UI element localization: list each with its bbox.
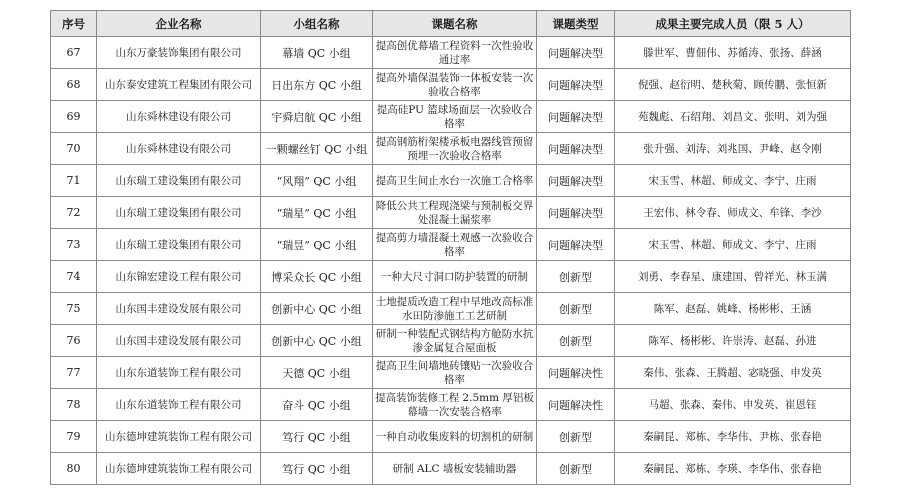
table-row	[51, 293, 851, 325]
header-members: 成果主要完成人员（限 5 人）	[615, 11, 851, 37]
company-name: 山东万豪装饰集团有限公司	[97, 37, 261, 69]
company-name: 山东泰安建筑工程集团有限公司	[97, 69, 261, 101]
company-name: 山东舜林建设有限公司	[97, 133, 261, 165]
members: 陈军、赵磊、姚峰、杨彬彬、王涵	[615, 293, 851, 325]
topic-name: 降低公共工程现浇梁与预制板交界处混凝土漏浆率	[373, 197, 537, 229]
results-table-container	[50, 10, 851, 485]
members: 秦嗣昆、郑栋、李瑛、李华伟、张春艳	[615, 453, 851, 485]
topic-name: 提高装饰装修工程 2.5mm 厚铝板幕墙一次安装合格率	[373, 389, 537, 421]
topic-type: 问题解决性	[537, 357, 615, 389]
topic-type: 问题解决型	[537, 165, 615, 197]
serial-number: 78	[51, 389, 97, 421]
table-row	[51, 261, 851, 293]
group-name: “瑞星” QC 小组	[261, 197, 373, 229]
header-company-name: 企业名称	[97, 11, 261, 37]
topic-name: 提高创优幕墙工程资料一次性验收通过率	[373, 37, 537, 69]
group-name: 宇舜启航 QC 小组	[261, 101, 373, 133]
serial-number: 77	[51, 357, 97, 389]
serial-number: 74	[51, 261, 97, 293]
group-name: 日出东方 QC 小组	[261, 69, 373, 101]
topic-name: 提高卫生间止水台一次施工合格率	[373, 165, 537, 197]
topic-type: 问题解决型	[537, 197, 615, 229]
serial-number: 70	[51, 133, 97, 165]
serial-number: 76	[51, 325, 97, 357]
members: 陈军、杨彬彬、许崇涛、赵磊、孙进	[615, 325, 851, 357]
company-name: 山东德坤建筑装饰工程有限公司	[97, 421, 261, 453]
topic-type: 创新型	[537, 293, 615, 325]
serial-number: 80	[51, 453, 97, 485]
table-row	[51, 165, 851, 197]
group-name: 笃行 QC 小组	[261, 421, 373, 453]
group-name: 笃行 QC 小组	[261, 453, 373, 485]
company-name: 山东锦宏建设工程有限公司	[97, 261, 261, 293]
topic-name: 提高外墙保温装饰一体板安装一次验收合格率	[373, 69, 537, 101]
group-name: “瑞昱” QC 小组	[261, 229, 373, 261]
company-name: 山东德坤建筑装饰工程有限公司	[97, 453, 261, 485]
group-name: 天德 QC 小组	[261, 357, 373, 389]
header-topic-type: 课题类型	[537, 11, 615, 37]
topic-type: 问题解决型	[537, 37, 615, 69]
topic-type: 问题解决型	[537, 229, 615, 261]
members: 滕世军、曹佃伟、苏循涛、张扬、薛涵	[615, 37, 851, 69]
table-row	[51, 197, 851, 229]
serial-number: 67	[51, 37, 97, 69]
serial-number: 73	[51, 229, 97, 261]
topic-type: 问题解决型	[537, 69, 615, 101]
topic-type: 问题解决型	[537, 133, 615, 165]
serial-number: 72	[51, 197, 97, 229]
members: 马超、张森、秦伟、申发英、崔恩钰	[615, 389, 851, 421]
group-name: 博采众长 QC 小组	[261, 261, 373, 293]
topic-type: 创新型	[537, 261, 615, 293]
members: 刘勇、李春星、康建国、曾祥光、林玉满	[615, 261, 851, 293]
topic-name: 研制一种装配式钢结构方舱防水抗渗金属复合屋面板	[373, 325, 537, 357]
company-name: 山东瑞工建设集团有限公司	[97, 229, 261, 261]
serial-number: 75	[51, 293, 97, 325]
members: 苑魏彪、石绍翔、刘昌文、张明、刘为强	[615, 101, 851, 133]
topic-name: 土地提质改造工程中旱地改高标准水田防渗施工工艺研制	[373, 293, 537, 325]
group-name: “风翔” QC 小组	[261, 165, 373, 197]
serial-number: 71	[51, 165, 97, 197]
serial-number: 69	[51, 101, 97, 133]
topic-type: 创新型	[537, 325, 615, 357]
table-row	[51, 69, 851, 101]
group-name: 创新中心 QC 小组	[261, 325, 373, 357]
qc-results-table	[50, 10, 851, 485]
topic-name: 一种大尺寸洞口防护装置的研制	[373, 261, 537, 293]
table-row	[51, 37, 851, 69]
table-header-row	[51, 11, 851, 37]
group-name: 创新中心 QC 小组	[261, 293, 373, 325]
topic-name: 提高剪力墙混凝土观感一次验收合格率	[373, 229, 537, 261]
topic-type: 问题解决型	[537, 101, 615, 133]
table-row	[51, 133, 851, 165]
company-name: 山东东道装饰工程有限公司	[97, 389, 261, 421]
serial-number: 79	[51, 421, 97, 453]
company-name: 山东国丰建设发展有限公司	[97, 293, 261, 325]
table-row	[51, 101, 851, 133]
serial-number: 68	[51, 69, 97, 101]
topic-type: 创新型	[537, 453, 615, 485]
topic-type: 创新型	[537, 421, 615, 453]
topic-name: 提高硅PU 篮球场面层一次验收合格率	[373, 101, 537, 133]
group-name: 一颗螺丝钉 QC 小组	[261, 133, 373, 165]
members: 宋玉雪、林超、师成文、李宁、庄雨	[615, 229, 851, 261]
members: 张升强、刘涛、刘兆国、尹峰、赵令刚	[615, 133, 851, 165]
group-name: 奋斗 QC 小组	[261, 389, 373, 421]
header-serial-number: 序号	[51, 11, 97, 37]
company-name: 山东瑞工建设集团有限公司	[97, 165, 261, 197]
company-name: 山东舜林建设有限公司	[97, 101, 261, 133]
table-row	[51, 357, 851, 389]
topic-name: 研制 ALC 墙板安装辅助器	[373, 453, 537, 485]
members: 秦嗣昆、郑栋、李华伟、尹栋、张春艳	[615, 421, 851, 453]
company-name: 山东东道装饰工程有限公司	[97, 357, 261, 389]
table-row	[51, 389, 851, 421]
table-row	[51, 421, 851, 453]
header-group-name: 小组名称	[261, 11, 373, 37]
table-row	[51, 229, 851, 261]
group-name: 幕墙 QC 小组	[261, 37, 373, 69]
topic-type: 问题解决性	[537, 389, 615, 421]
table-row	[51, 453, 851, 485]
company-name: 山东瑞工建设集团有限公司	[97, 197, 261, 229]
members: 宋玉雪、林超、师成文、李宁、庄雨	[615, 165, 851, 197]
header-topic-name: 课题名称	[373, 11, 537, 37]
topic-name: 一种自动收集废料的切割机的研制	[373, 421, 537, 453]
company-name: 山东国丰建设发展有限公司	[97, 325, 261, 357]
topic-name: 提高卫生间墙地砖镶贴一次验收合格率	[373, 357, 537, 389]
members: 王宏伟、林令春、师成文、牟锋、李沙	[615, 197, 851, 229]
members: 秦伟、张森、王腾超、宓晓强、申发英	[615, 357, 851, 389]
members: 倪强、赵衍明、楚秋菊、顾传鹏、张恒新	[615, 69, 851, 101]
table-row	[51, 325, 851, 357]
topic-name: 提高钢筋桁架楼承板电器线管预留预埋一次验收合格率	[373, 133, 537, 165]
